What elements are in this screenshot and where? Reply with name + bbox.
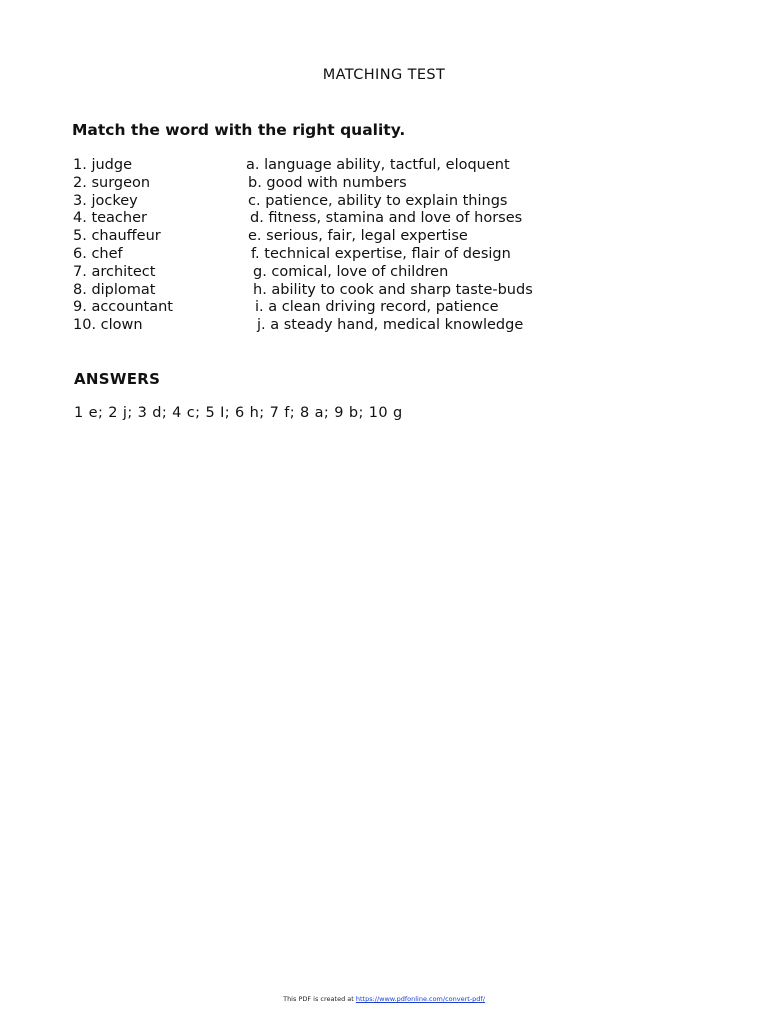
quality-label: g. comical, love of children (253, 263, 449, 280)
word-label: 1. judge (73, 157, 132, 173)
word-label: 6. chef (73, 245, 123, 262)
quality-label: i. a clean driving record, patience (255, 299, 499, 316)
answers-text: 1 e; 2 j; 3 d; 4 c; 5 I; 6 h; 7 f; 8 a; 9 b; 10 g (74, 405, 403, 421)
quality-label: b. good with numbers (248, 174, 407, 191)
word-label: 5. chauffeur (73, 228, 161, 245)
quality-label: d. fitness, stamina and love of horses (250, 210, 523, 227)
word-label: 3. jockey (73, 192, 138, 209)
answers-heading: ANSWERS (74, 370, 161, 388)
quality-label: h. ability to cook and sharp taste-buds (253, 281, 533, 298)
page-title: MATCHING TEST (322, 67, 446, 83)
quality-label: e. serious, fair, legal expertise (248, 228, 468, 245)
footer-text: This PDF is created at (283, 995, 356, 1003)
quality-label: a. language ability, tactful, eloquent (246, 157, 510, 173)
word-label: 8. diplomat (73, 281, 156, 298)
quality-label: j. a steady hand, medical knowledge (257, 317, 524, 334)
quality-label: f. technical expertise, flair of design (251, 245, 511, 262)
word-label: 4. teacher (73, 210, 147, 227)
quality-label: c. patience, ability to explain things (248, 192, 508, 209)
footer-link[interactable]: https://www.pdfonline.com/convert-pdf/ (355, 995, 485, 1003)
word-label: 7. architect (73, 263, 156, 280)
footer (0, 995, 768, 1003)
instruction-text: Match the word with the right quality. (72, 121, 406, 139)
word-label: 10. clown (73, 317, 143, 334)
word-label: 2. surgeon (73, 174, 151, 191)
word-label: 9. accountant (73, 299, 173, 316)
